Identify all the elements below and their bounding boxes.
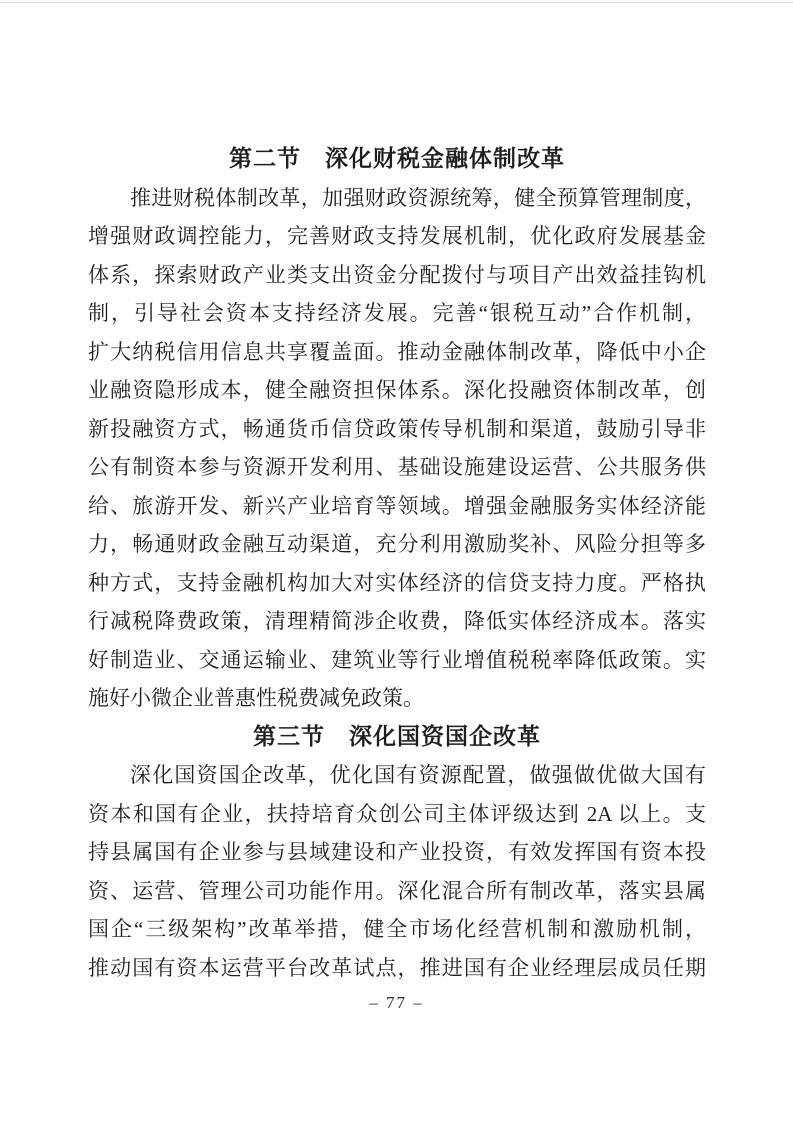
paragraph-line: 推动国有资本运营平台改革试点，推进国有企业经理层成员任期 — [88, 955, 706, 980]
paragraph-line: 资、运营、管理公司功能作用。深化混合所有制改革，落实县属 — [88, 878, 706, 903]
paragraph-line: 施好小微企业普惠性税费减免政策。 — [88, 686, 424, 710]
paragraph-line: 深化国资国企改革，优化国有资源配置，做强做优做大国有 — [130, 763, 706, 787]
paragraph-line: 好制造业、交通运输业、建筑业等行业增值税税率降低政策。实 — [88, 647, 706, 672]
paragraph-line: 推进财税体制改革，加强财政资源统筹，健全预算管理制度， — [130, 185, 706, 210]
scan-edge-line — [0, 2, 793, 3]
paragraph-line: 国企“三级架构”改革举措，健全市场化经营机制和激励机制， — [88, 917, 706, 941]
paragraph-line: 种方式，支持金融机构加大对实体经济的信贷支持力度。严格执 — [88, 570, 706, 595]
paragraph-line: 持县属国有企业参与县域建设和产业投资，有效发挥国有资本投 — [88, 840, 706, 864]
section-heading-3: 第三节 深化国资国企改革 — [253, 723, 541, 749]
page-content — [88, 140, 706, 987]
paragraph-line: 制，引导社会资本支持经济发展。完善“银税互动”合作机制， — [88, 301, 706, 325]
paragraph-line: 业融资隐形成本，健全融资担保体系。深化投融资体制改革，创 — [88, 378, 706, 402]
section-heading-2: 第二节 深化财税金融体制改革 — [229, 146, 565, 171]
paragraph-line: 新投融资方式，畅通货币信贷政策传导机制和渠道，鼓励引导非 — [88, 416, 706, 441]
paragraph-line: 公有制资本参与资源开发利用、基础设施建设运营、公共服务供 — [88, 455, 706, 479]
paragraph-line: 力，畅通财政金融互动渠道，充分利用激励奖补、风险分担等多 — [88, 532, 706, 556]
paragraph-line: 增强财政调控能力，完善财政支持发展机制，优化政府发展基金 — [88, 224, 706, 248]
page-number: – 77 – — [369, 993, 424, 1012]
paragraph-line: 扩大纳税信用信息共享覆盖面。推动金融体制改革，降低中小企 — [88, 339, 706, 364]
paragraph-line: 资本和国有企业，扶持培育众创公司主体评级达到 2A 以上。支 — [88, 801, 706, 826]
paragraph-line: 体系，探索财政产业类支出资金分配拨付与项目产出效益挂钩机 — [88, 262, 706, 287]
paragraph-line: 行减税降费政策，清理精简涉企收费，降低实体经济成本。落实 — [88, 609, 706, 633]
paragraph-line: 给、旅游开发、新兴产业培育等领域。增强金融服务实体经济能 — [88, 493, 706, 518]
